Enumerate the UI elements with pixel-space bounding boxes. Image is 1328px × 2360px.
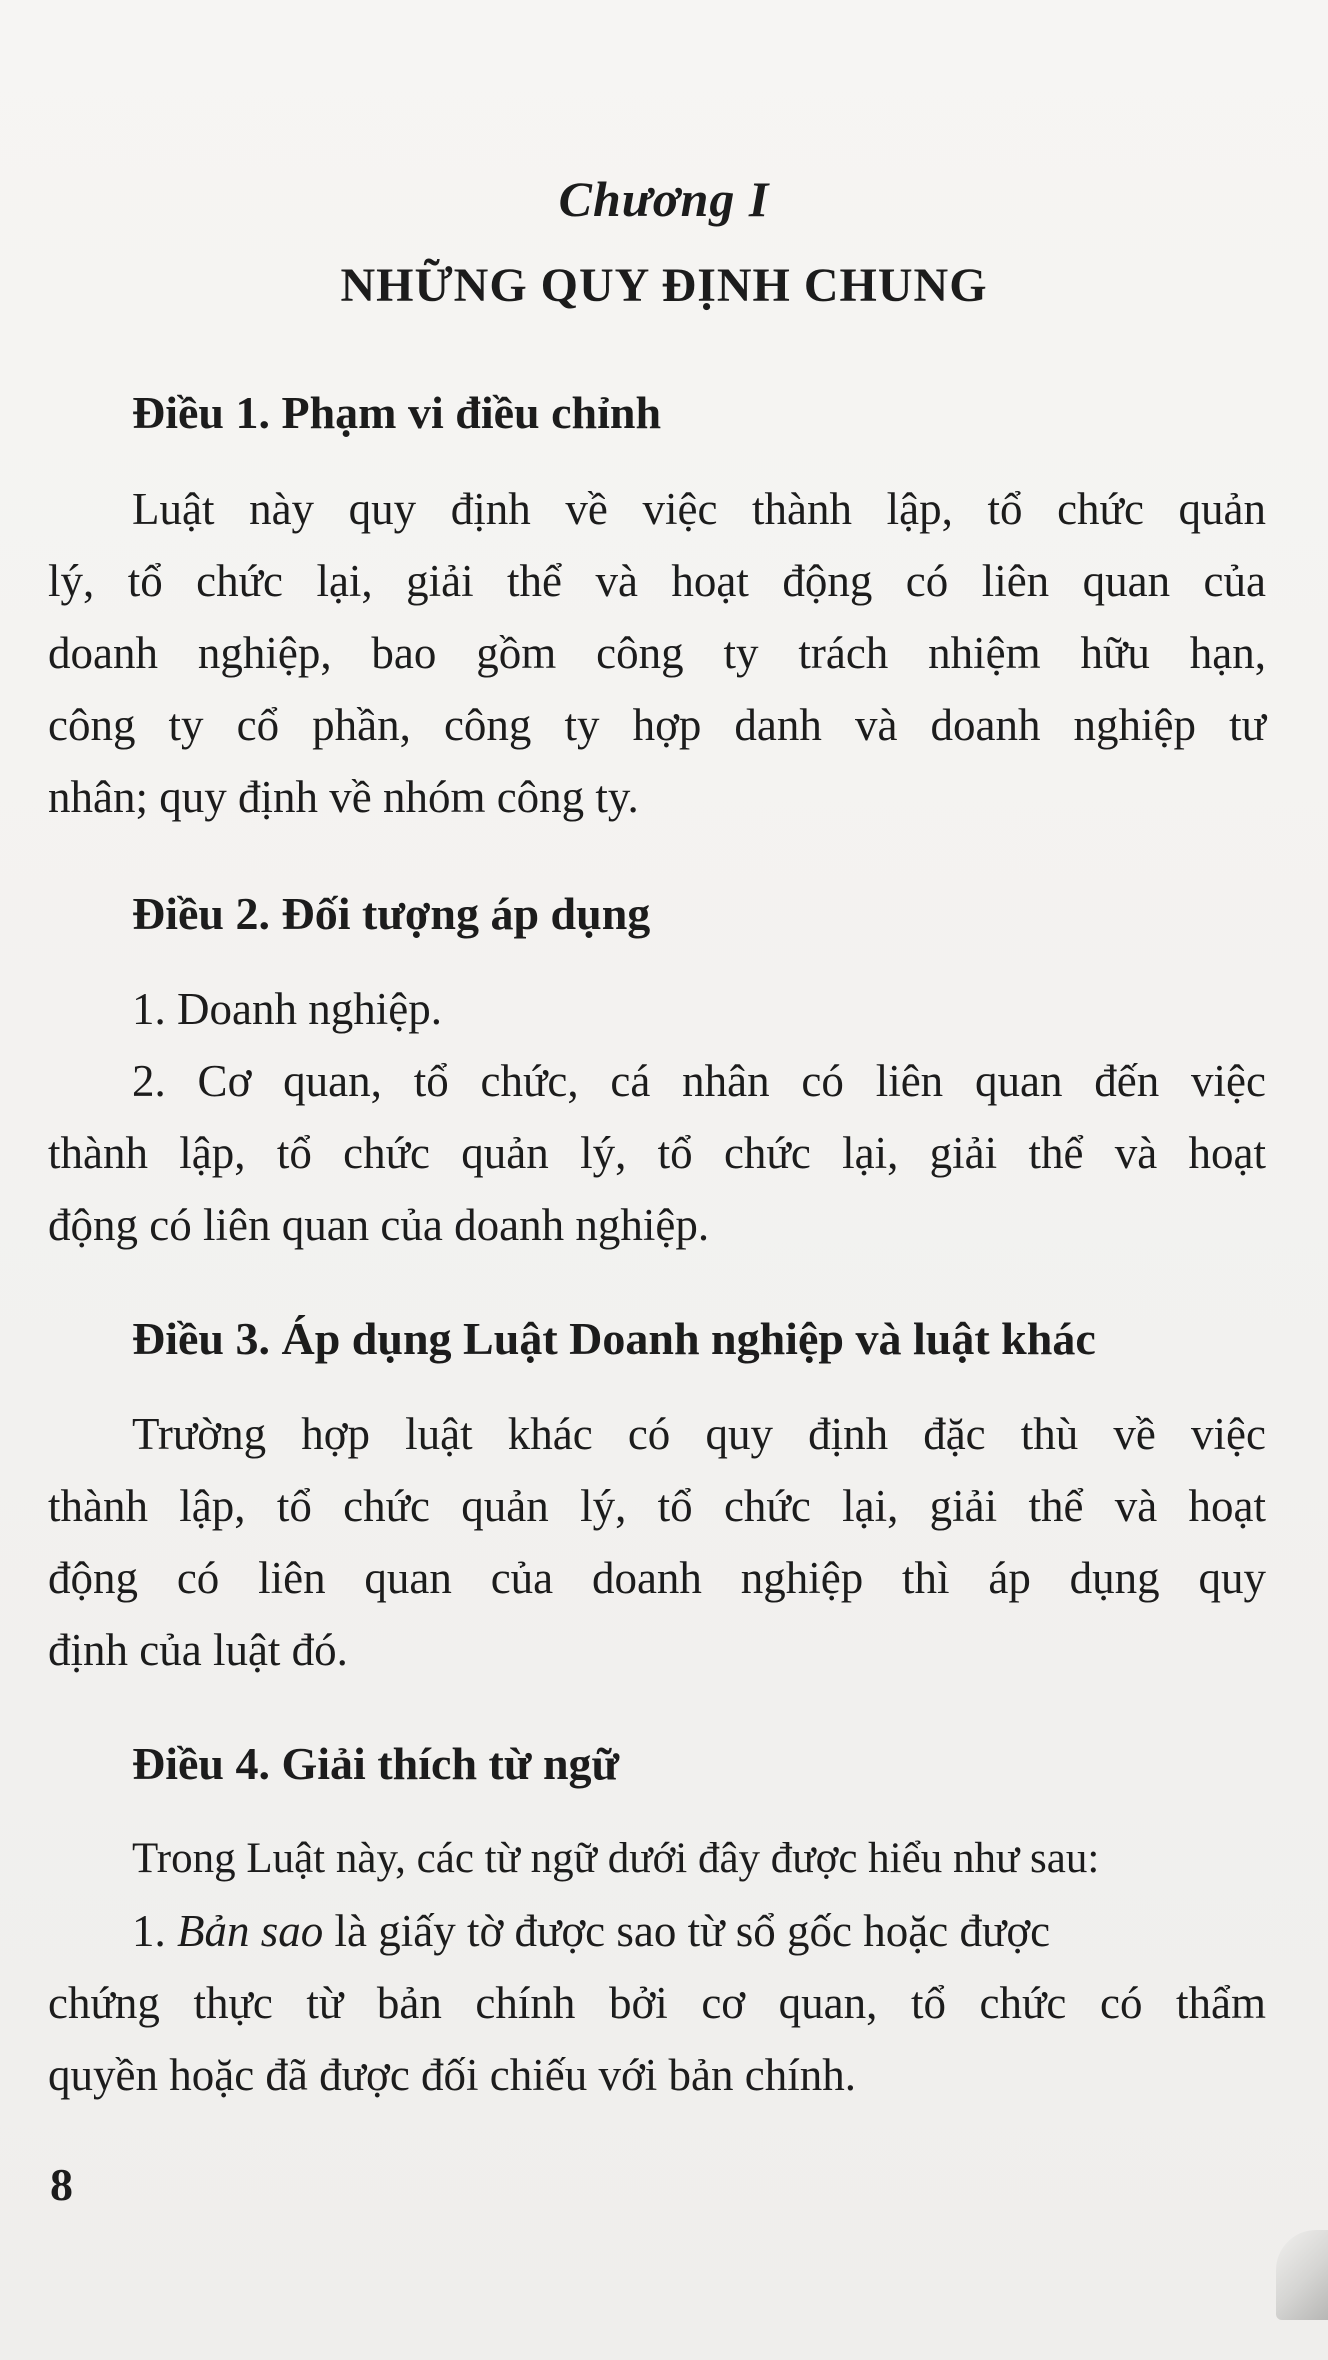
article-4-heading: Điều 4. Giải thích từ ngữ — [132, 1738, 620, 1789]
paragraph-line: lý, tổ chức lại, giải thể và hoạt động có liên quan của — [48, 556, 1266, 606]
defined-term: Bản sao — [177, 1906, 324, 1956]
paragraph-line: doanh nghiệp, bao gồm công ty trách nhiệm hữu hạn, — [48, 628, 1266, 678]
chapter-title: NHỮNG QUY ĐỊNH CHUNG — [340, 259, 988, 312]
paragraph-line: thành lập, tổ chức quản lý, tổ chức lại, giải thể và hoạt — [48, 1481, 1266, 1531]
chapter-label: Chương I — [558, 171, 770, 227]
definition-number: 1. — [132, 1906, 177, 1956]
paragraph-line: Trường hợp luật khác có quy định đặc thù về việc — [132, 1409, 1266, 1459]
article-1-heading: Điều 1. Phạm vi điều chỉnh — [132, 387, 662, 438]
paragraph-line: thành lập, tổ chức quản lý, tổ chức lại, giải thể và hoạt — [48, 1128, 1266, 1178]
article-2-heading: Điều 2. Đối tượng áp dụng — [132, 888, 651, 939]
definition-text: là giấy tờ được sao từ sổ gốc hoặc được — [323, 1906, 1051, 1956]
paragraph-line: động có liên quan của doanh nghiệp thì áp dụng quy — [48, 1553, 1266, 1603]
paragraph-line: Trong Luật này, các từ ngữ dưới đây được hiểu như sau: — [132, 1835, 1100, 1882]
paragraph-line: Luật này quy định về việc thành lập, tổ chức quản — [132, 484, 1266, 534]
article-3-heading: Điều 3. Áp dụng Luật Doanh nghiệp và luật khác — [132, 1313, 1096, 1364]
paragraph-line: động có liên quan của doanh nghiệp. — [48, 1200, 710, 1250]
page-corner-shadow — [1276, 2230, 1328, 2320]
paragraph-line: nhân; quy định về nhóm công ty. — [48, 772, 639, 822]
paragraph-line: công ty cổ phần, công ty hợp danh và doanh nghiệp tư — [48, 700, 1266, 750]
definition-line — [132, 1902, 1266, 1960]
paragraph-line: quyền hoặc đã được đối chiếu với bản chính. — [48, 2050, 857, 2100]
page-number: 8 — [50, 2159, 73, 2210]
paragraph-line: 2. Cơ quan, tổ chức, cá nhân có liên quan đến việc — [132, 1056, 1266, 1106]
paragraph-line: chứng thực từ bản chính bởi cơ quan, tổ chức có thẩm — [48, 1978, 1266, 2028]
paragraph-line: 1. Doanh nghiệp. — [132, 984, 442, 1034]
paragraph-line: định của luật đó. — [48, 1625, 348, 1675]
